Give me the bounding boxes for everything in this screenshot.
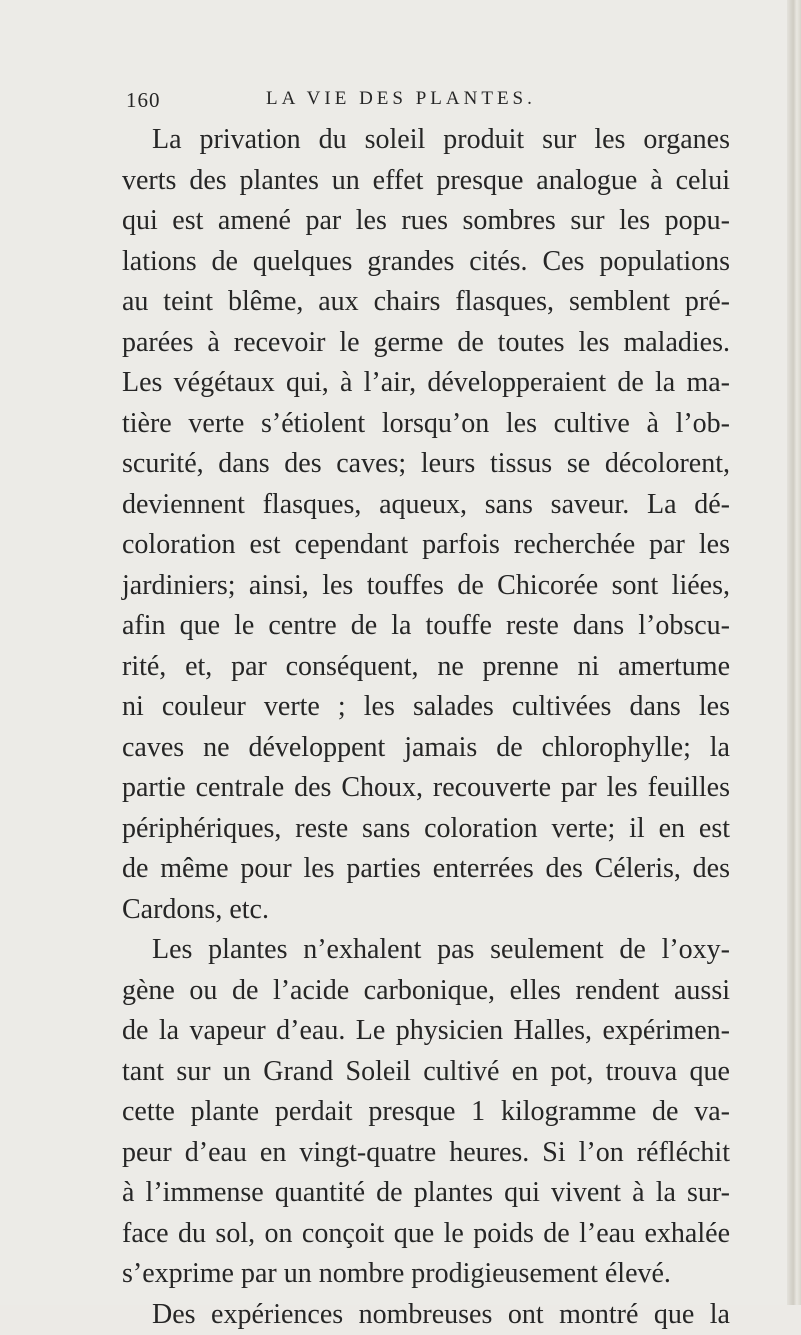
text-line: périphériques, reste sans coloration verte; il en est xyxy=(122,809,730,850)
text-line: s’exprime par un nombre prodigieusement élevé. xyxy=(122,1254,730,1295)
text-line: tière verte s’étiolent lorsqu’on les cultive à l’ob- xyxy=(122,404,730,445)
text-line: parées à recevoir le germe de toutes les maladies. xyxy=(122,323,730,364)
text-line: verts des plantes un effet presque analogue à celui xyxy=(122,161,730,202)
text-line: au teint blême, aux chairs flasques, semblent pré- xyxy=(122,282,730,323)
text-line: scurité, dans des caves; leurs tissus se décolorent, xyxy=(122,444,730,485)
page-edge xyxy=(787,0,801,1305)
text-line: Cardons, etc. xyxy=(122,890,730,931)
text-line: tant sur un Grand Soleil cultivé en pot, trouva que xyxy=(122,1052,730,1093)
body-text xyxy=(122,120,730,1335)
text-line: jardiniers; ainsi, les touffes de Chicorée sont liées, xyxy=(122,566,730,607)
text-line: qui est amené par les rues sombres sur les popu- xyxy=(122,201,730,242)
text-line: de même pour les parties enterrées des Céleris, des xyxy=(122,849,730,890)
text-line: face du sol, on conçoit que le poids de l’eau exhalée xyxy=(122,1214,730,1255)
running-title: LA VIE DES PLANTES. xyxy=(266,88,536,110)
text-line: deviennent flasques, aqueux, sans saveur. La dé- xyxy=(122,485,730,526)
text-line: caves ne développent jamais de chlorophylle; la xyxy=(122,728,730,769)
text-line: ni couleur verte ; les salades cultivées dans les xyxy=(122,687,730,728)
page-number: 160 xyxy=(126,88,161,113)
text-line: partie centrale des Choux, recouverte par les feuilles xyxy=(122,768,730,809)
text-line: afin que le centre de la touffe reste dans l’obscu- xyxy=(122,606,730,647)
text-line: de la vapeur d’eau. Le physicien Halles, expérimen- xyxy=(122,1011,730,1052)
text-line: Les plantes n’exhalent pas seulement de l’oxy- xyxy=(122,930,730,971)
text-line: Des expériences nombreuses ont montré que la xyxy=(122,1295,730,1335)
text-line: rité, et, par conséquent, ne prenne ni amertume xyxy=(122,647,730,688)
text-line: peur d’eau en vingt-quatre heures. Si l’on réfléchit xyxy=(122,1133,730,1174)
running-head xyxy=(126,88,726,118)
text-line: à l’immense quantité de plantes qui vivent à la sur- xyxy=(122,1173,730,1214)
text-line: La privation du soleil produit sur les organes xyxy=(122,120,730,161)
text-line: coloration est cependant parfois recherchée par les xyxy=(122,525,730,566)
text-line: lations de quelques grandes cités. Ces populations xyxy=(122,242,730,283)
text-line: gène ou de l’acide carbonique, elles rendent aussi xyxy=(122,971,730,1012)
text-line: cette plante perdait presque 1 kilogramme de va- xyxy=(122,1092,730,1133)
text-line: Les végétaux qui, à l’air, développeraient de la ma- xyxy=(122,363,730,404)
